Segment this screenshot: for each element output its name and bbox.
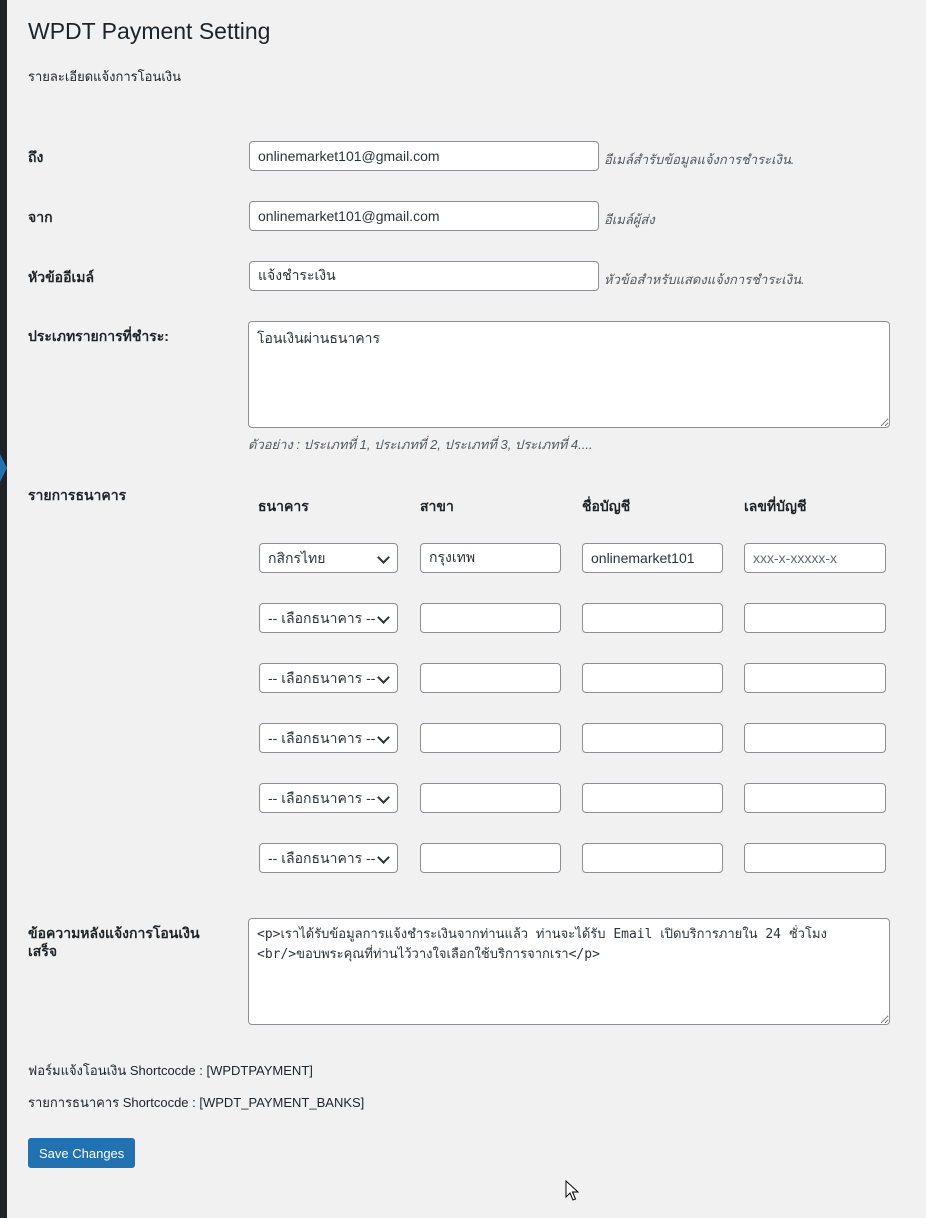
bank-row [0,783,926,813]
account-number-input[interactable] [744,723,886,753]
account-number-input[interactable] [744,783,886,813]
subject-input[interactable] [249,261,599,291]
branch-input[interactable] [420,603,561,633]
account-number-input[interactable] [744,663,886,693]
from-help-text: อีเมล์ผู้ส่ง [604,212,655,227]
to-help-text: อีเมล์สำรับข้อมูลแจ้งการชำระเงิน. [604,152,795,167]
bank-select-value: -- เลือกธนาคาร -- [268,610,376,626]
bank-row [0,843,926,873]
account-name-input[interactable] [582,543,723,573]
branch-input[interactable] [420,723,561,753]
branch-input[interactable] [420,843,561,873]
account-name-input[interactable] [582,783,723,813]
account-name-input[interactable] [582,843,723,873]
branch-input[interactable] [420,663,561,693]
branch-input[interactable] [420,543,561,573]
bank-select[interactable] [259,543,398,573]
page-title: WPDT Payment Setting [28,18,271,44]
account-name-input[interactable] [582,663,723,693]
account-number-column-header: เลขที่บัญชี [744,498,807,514]
bank-row [0,663,926,693]
chevron-down-icon [377,851,390,864]
from-email-input[interactable] [249,201,599,231]
bank-select-value: -- เลือกธนาคาร -- [268,670,376,686]
bank-select-value: กสิกรไทย [268,550,326,566]
chevron-down-icon [377,791,390,804]
bank-select-value: -- เลือกธนาคาร -- [268,730,376,746]
payment-type-help-text: ตัวอย่าง : ประเภทที่ 1, ประเภทที่ 2, ประเภทที่ 3, ประเภทที่ 4.... [248,437,593,452]
bank-select[interactable] [259,603,398,633]
payment-type-textarea[interactable] [248,321,890,428]
chevron-down-icon [377,611,390,624]
after-message-textarea[interactable] [248,918,890,1025]
banks-shortcode-text: รายการธนาคาร Shortcocde : [WPDT_PAYMENT_BANKS] [28,1095,365,1110]
account-number-input[interactable] [744,843,886,873]
from-label: จาก [28,209,53,225]
account-number-input[interactable] [744,543,886,573]
subject-label: หัวข้ออีเมล์ [28,269,95,285]
banks-label: รายการธนาคาร [28,487,127,503]
account-number-input[interactable] [744,603,886,633]
form-shortcode-text: ฟอร์มแจ้งโอนเงิน Shortcocde : [WPDTPAYMENT] [28,1063,313,1078]
bank-select[interactable] [259,723,398,753]
bank-select-value: -- เลือกธนาคาร -- [268,790,376,806]
bank-row [0,723,926,753]
page-description: รายละเอียดแจ้งการโอนเงิน [28,69,182,84]
branch-input[interactable] [420,783,561,813]
mouse-pointer-icon [565,1180,579,1202]
chevron-down-icon [377,551,390,564]
bank-select-value: -- เลือกธนาคาร -- [268,850,376,866]
bank-select[interactable] [259,783,398,813]
account-name-column-header: ชื่อบัญชี [582,498,631,514]
chevron-down-icon [377,671,390,684]
account-name-input[interactable] [582,603,723,633]
bank-select[interactable] [259,663,398,693]
bank-row [0,543,926,573]
save-changes-button[interactable]: Save Changes [28,1138,135,1168]
account-name-input[interactable] [582,723,723,753]
subject-help-text: หัวข้อสำหรับแสดงแจ้งการชำระเงิน. [604,272,805,287]
after-message-label: ข้อความหลังแจ้งการโอนเงินเสร็จ [28,925,200,959]
bank-row [0,603,926,633]
bank-select[interactable] [259,843,398,873]
bank-column-header: ธนาคาร [258,498,309,514]
payment-type-label: ประเภทรายการที่ชำระ: [28,328,169,344]
chevron-down-icon [377,731,390,744]
to-label: ถึง [28,149,44,165]
admin-menu-current-indicator [0,454,7,482]
branch-column-header: สาขา [420,498,454,514]
to-email-input[interactable] [249,141,599,171]
